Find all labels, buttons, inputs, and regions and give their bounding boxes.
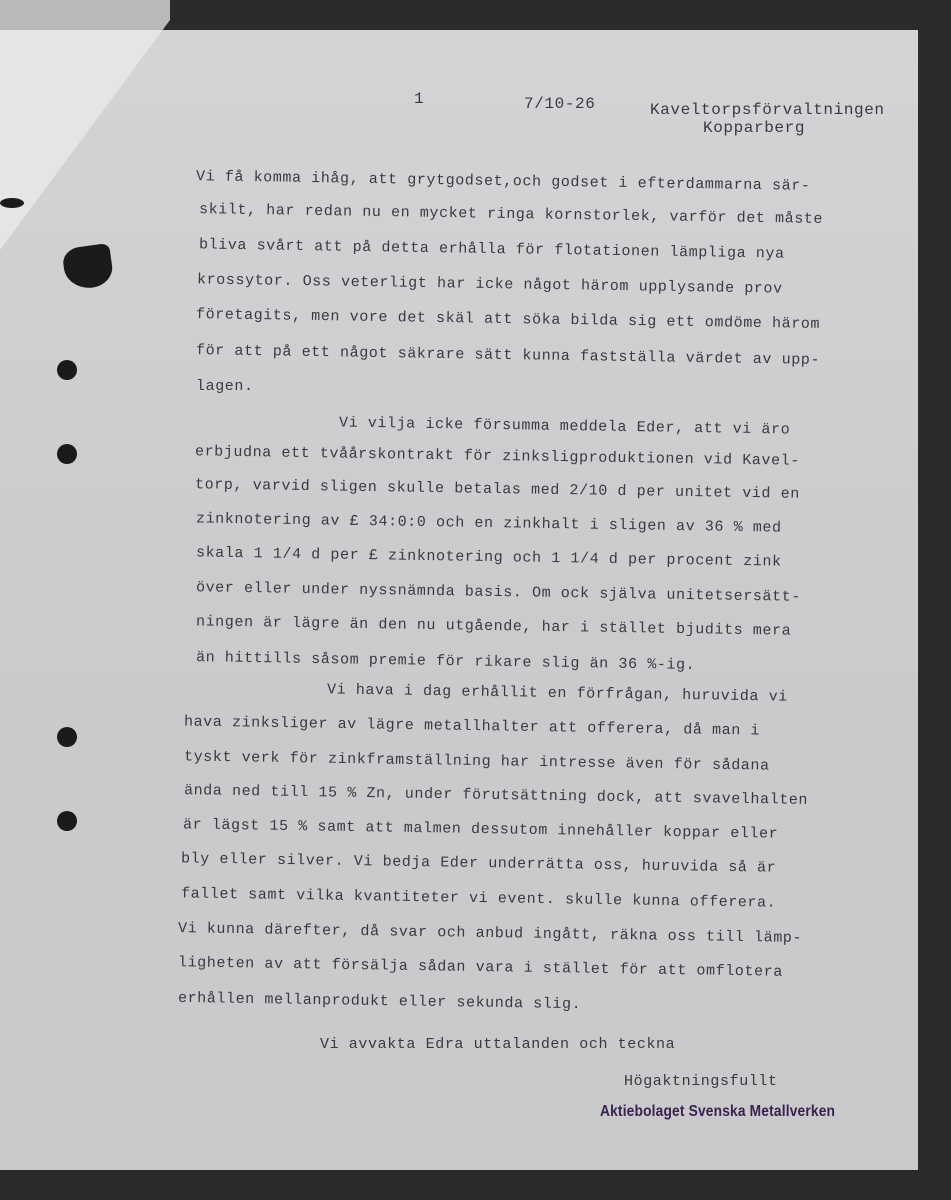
punch-hole xyxy=(57,727,77,747)
body-line: över eller under nyssnämnda basis. Om ock själva unitetsersätt- xyxy=(195,579,802,606)
body-line: Vi avvakta Edra uttalanden och teckna xyxy=(320,1036,676,1053)
body-line: företagits, men vore det skäl att söka bilda sig ett omdöme härom xyxy=(195,306,821,333)
body-line: zinknotering av £ 34:0:0 och en zinkhalt i sligen av 36 % med xyxy=(195,510,782,537)
body-line: för att på ett något säkrare sätt kunna fastställa värdet av upp- xyxy=(195,342,821,369)
body-line: fallet samt vilka kvantiteter vi event. skulle kunna offerera. xyxy=(180,885,777,912)
closing-salutation: Högaktningsfullt xyxy=(624,1073,778,1090)
body-line: skala 1 1/4 d per £ zinknotering och 1 1/4 d per procent zink xyxy=(195,544,782,571)
body-line: erhållen mellanprodukt eller sekunda slig. xyxy=(177,989,582,1014)
body-line: Vi vilja icke försumma meddela Eder, att vi äro xyxy=(338,414,791,439)
page-number: 1 xyxy=(414,90,425,108)
body-line: ningen är lägre än den nu utgående, har i stället bjudits mera xyxy=(195,613,792,640)
signature-stamp: Aktiebolaget Svenska Metallverken xyxy=(600,1103,836,1120)
punch-hole xyxy=(57,811,77,831)
recipient-line-1: Kaveltorpsförvaltningen xyxy=(650,101,885,119)
punch-hole xyxy=(57,360,77,380)
body-line: torp, varvid sligen skulle betalas med 2/10 d per unitet vid en xyxy=(194,476,801,503)
body-line: ligheten av att försälja sådan vara i stället för att omflotera xyxy=(177,954,784,981)
body-line: krossytor. Oss veterligt har icke något härom upplysande prov xyxy=(196,271,783,298)
body-line: skilt, har redan nu en mycket ringa kornstorlek, varför det måste xyxy=(198,201,824,228)
body-line: lagen. xyxy=(196,378,254,395)
body-line: ända ned till 15 % Zn, under förutsättning dock, att svavelhalten xyxy=(183,782,809,809)
body-line: Vi få komma ihåg, att grytgodset,och godset i efterdammarna sär- xyxy=(195,168,811,195)
body-line: tyskt verk för zinkframställning har intresse även för sådana xyxy=(183,748,770,775)
punch-hole xyxy=(57,444,77,464)
body-line: hava zinksliger av lägre metallhalter att offerera, då man i xyxy=(183,713,761,740)
body-line: erbjudna ett tvåårskontrakt för zinksligproduktionen vid Kavel- xyxy=(194,443,801,470)
body-line: bliva svårt att på detta erhålla för flotationen lämpliga nya xyxy=(198,236,785,263)
letter-date: 7/10-26 xyxy=(524,95,596,113)
body-line: är lägst 15 % samt att malmen dessutom innehåller koppar eller xyxy=(182,816,779,843)
body-line: än hittills såsom premie för rikare slig än 36 %-ig. xyxy=(195,649,696,674)
recipient-line-2: Kopparberg xyxy=(703,119,806,137)
body-line: Vi kunna därefter, då svar och anbud ingått, räkna oss till lämp- xyxy=(177,920,803,947)
ink-mark xyxy=(0,198,24,208)
body-line: bly eller silver. Vi bedja Eder underrätta oss, huruvida så är xyxy=(180,850,777,877)
body-line: Vi hava i dag erhållit en förfrågan, huruvida vi xyxy=(326,681,788,706)
